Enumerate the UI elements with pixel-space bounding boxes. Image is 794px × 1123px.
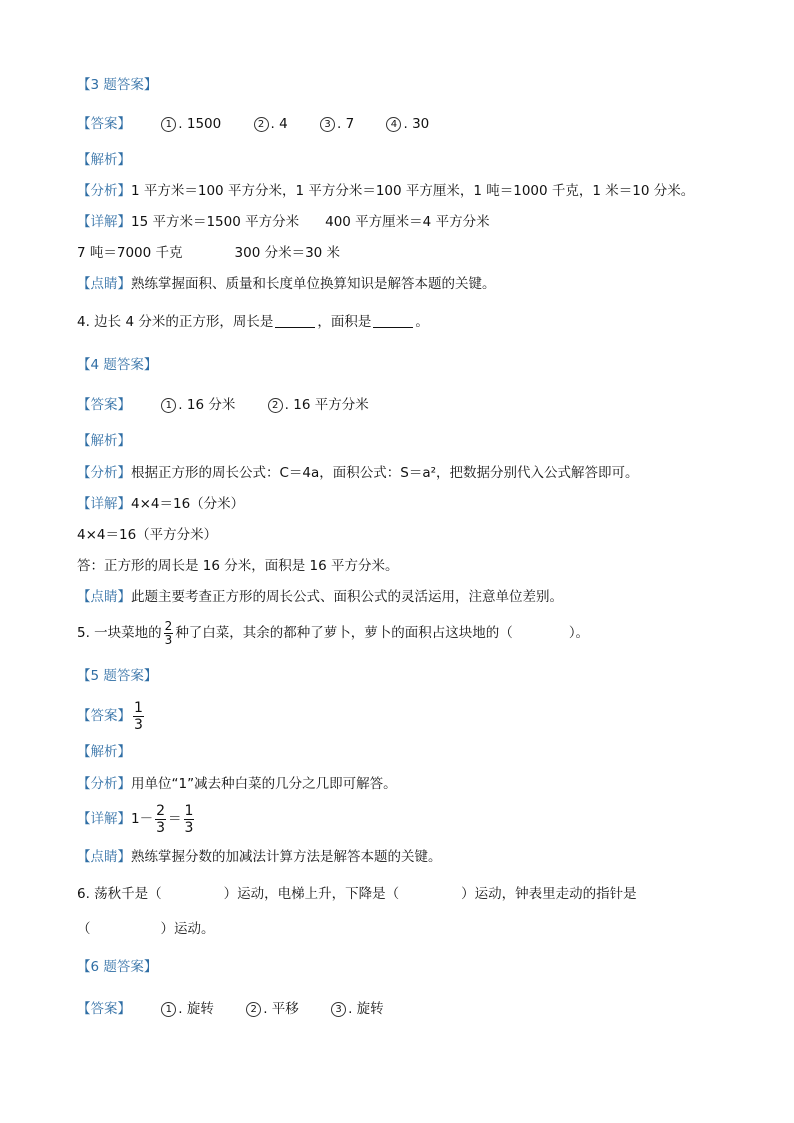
q3-answer-3: 3 . 7 bbox=[320, 115, 354, 133]
q3-jiexi-heading: 【解析】 bbox=[77, 152, 131, 168]
fenxi-label: 【分析】 bbox=[77, 183, 131, 199]
answer-label: 【答案】 bbox=[77, 1001, 131, 1017]
dianjing-label: 【点睛】 bbox=[77, 589, 131, 605]
q3-dianjing: 【点睛】熟练掌握面积、质量和长度单位换算知识是解答本题的关键。 bbox=[77, 276, 496, 292]
q6-question-line2: （ ）运动。 bbox=[77, 921, 215, 937]
q6-answer-1: 1 . 旋转 bbox=[161, 1000, 214, 1018]
q5-jiexi-heading: 【解析】 bbox=[77, 744, 131, 760]
q4-dianjing: 【点睛】此题主要考查正方形的周长公式、面积公式的灵活运用，注意单位差别。 bbox=[77, 589, 563, 605]
circled-number: 1 bbox=[161, 398, 176, 413]
q3-answer-4: 4 . 30 bbox=[386, 115, 429, 133]
q6-answer-2: 2 . 平移 bbox=[246, 1000, 299, 1018]
q4-jiexi-heading: 【解析】 bbox=[77, 433, 131, 449]
answer-label: 【答案】 bbox=[77, 708, 131, 724]
dianjing-label: 【点睛】 bbox=[77, 849, 131, 865]
circled-number: 1 bbox=[161, 117, 176, 132]
q5-xiangjie: 【详解】1－ $\frac{2}{3}$ ＝ $\frac{1}{3}$ bbox=[77, 802, 194, 836]
q4-xiangjie-line2: 4×4＝16（平方分米） bbox=[77, 527, 218, 543]
blank bbox=[275, 314, 315, 328]
answer-fraction: $\frac{1}{3}$ bbox=[134, 699, 143, 733]
q6-answer-3: 3 . 旋转 bbox=[331, 1000, 384, 1018]
q4-answer-1: 1 . 16 分米 bbox=[161, 396, 235, 414]
fenxi-label: 【分析】 bbox=[77, 776, 131, 792]
q3-xiangjie-line2: 7 吨＝7000 千克 300 分米＝30 米 bbox=[77, 245, 341, 261]
xiangjie-label: 【详解】 bbox=[77, 496, 131, 512]
q6-question-line1: 6. 荡秋千是（ ）运动，电梯上升，下降是（ ）运动，钟表里走动的指针是 bbox=[77, 886, 637, 902]
circled-number: 1 bbox=[161, 1002, 176, 1017]
q4-answer-row bbox=[77, 396, 397, 414]
q3-answer-row bbox=[77, 115, 457, 133]
fraction: $\frac{1}{3}$ bbox=[184, 802, 194, 836]
q3-answer-header: 【3 题答案】 bbox=[77, 77, 158, 93]
circled-number: 2 bbox=[268, 398, 283, 413]
q3-fenxi bbox=[77, 182, 694, 200]
circled-number: 4 bbox=[386, 117, 401, 132]
q5-fenxi: 【分析】用单位“1”减去种白菜的几分之几即可解答。 bbox=[77, 776, 397, 792]
q4-answer-sentence: 答：正方形的周长是 16 分米，面积是 16 平方分米。 bbox=[77, 558, 399, 574]
q3-xiangjie: 【详解】15 平方米＝1500 平方分米 400 平方厘米＝4 平方分米 bbox=[77, 214, 490, 230]
q6-answer-row bbox=[77, 1000, 412, 1018]
circled-number: 3 bbox=[331, 1002, 346, 1017]
q4-answer-2: 2 . 16 平方分米 bbox=[268, 396, 369, 414]
q5-question: 5. 一块菜地的 $\frac{2}{3}$ 种了白菜，其余的都种了萝卜，萝卜的面积占这块地的（ ）。 bbox=[77, 618, 590, 647]
q6-answer-header: 【6 题答案】 bbox=[77, 959, 158, 975]
q4-fenxi: 【分析】根据正方形的周长公式：C＝4a，面积公式：S＝a²，把数据分别代入公式解答即可。 bbox=[77, 465, 639, 481]
circled-number: 2 bbox=[254, 117, 269, 132]
answer-label: 【答案】 bbox=[77, 116, 131, 132]
fraction: $\frac{2}{3}$ bbox=[164, 618, 173, 647]
circled-number: 3 bbox=[320, 117, 335, 132]
fenxi-label: 【分析】 bbox=[77, 465, 131, 481]
blank bbox=[373, 314, 413, 328]
q4-question: 4. 边长 4 分米的正方形，周长是 ，面积是 。 bbox=[77, 314, 429, 330]
fenxi-text: 1 平方米＝100 平方分米，1 平方分米＝100 平方厘米，1 吨＝1000 千克，1 米＝10 分米。 bbox=[131, 183, 695, 199]
q5-answer-row bbox=[77, 698, 146, 734]
xiangjie-label: 【详解】 bbox=[77, 811, 131, 827]
xiangjie-label: 【详解】 bbox=[77, 214, 131, 230]
q4-answer-header: 【4 题答案】 bbox=[77, 357, 158, 373]
q5-answer-header: 【5 题答案】 bbox=[77, 668, 158, 684]
answer-label: 【答案】 bbox=[77, 397, 131, 413]
q3-answer-1: 1 . 1500 bbox=[161, 115, 221, 133]
circled-number: 2 bbox=[246, 1002, 261, 1017]
q3-answer-2: 2 . 4 bbox=[254, 115, 288, 133]
q5-dianjing: 【点睛】熟练掌握分数的加减法计算方法是解答本题的关键。 bbox=[77, 849, 442, 865]
dianjing-label: 【点睛】 bbox=[77, 276, 131, 292]
q4-xiangjie: 【详解】4×4＝16（分米） bbox=[77, 496, 245, 512]
fraction: $\frac{2}{3}$ bbox=[156, 802, 166, 836]
